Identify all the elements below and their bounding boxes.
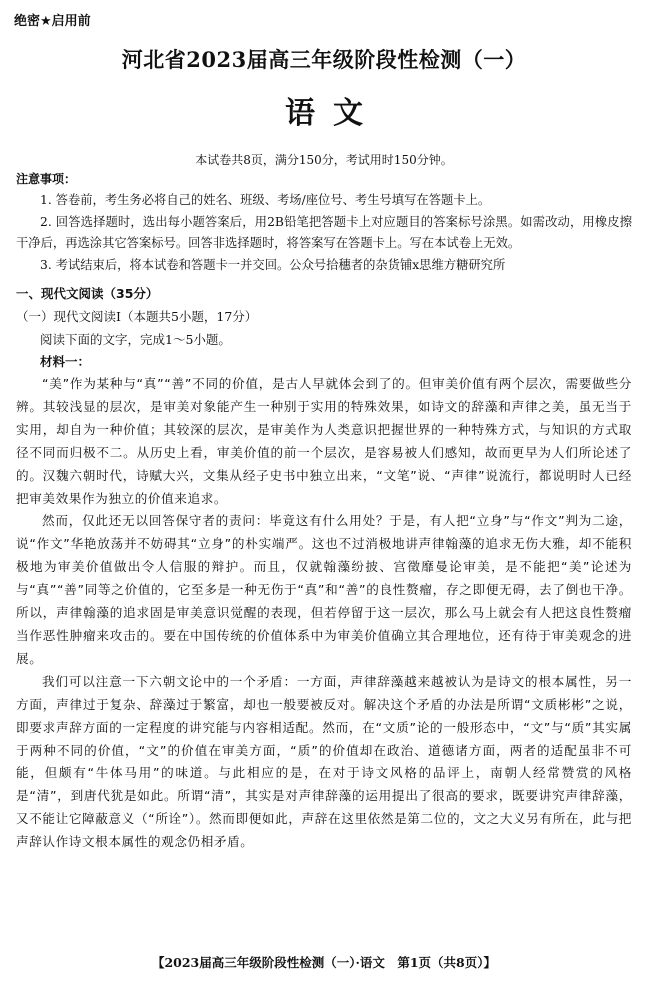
subsection-heading: （一）现代文阅读Ⅰ（本题共5小题，17分） [16,309,258,324]
note-item: 2. 回答选择题时，选出每小题答案后，用2B铅笔把答题卡上对应题目的答案标号涂黑。如需改动，用橡皮擦干净后，再选涂其它答案标号。回答非选择题时，将答案写在答题卡上。写在本试卷上无效。 [16,214,632,250]
material-label: 材料一： [40,354,91,369]
page-footer: 【2023届高三年级阶段性检测（一）·语文 第1页（共8页）】 [151,955,497,970]
passage-paragraph: 我们可以注意一下六朝文论中的一个矛盾：一方面，声律辞藻越来越被认为是诗文的根本属性，另一方面，声律过于复杂、辞藻过于繁富，却也一般要被反对。解决这个矛盾的办法是所谓“文质彬彬”之说，即要求声辞方面的一定程度的讲究能与内容相适配。然而，在“文质”论的一般形态中，“文”与“质”其实属于两种不同的价值，“文”的价值在审美方面，“质”的价值却在政治、道德诸方面，两者的适配虽非不可能，但颇有“牛体马用”的味道。与此相应的是，在对于诗文风格的品评上，南朝人经常赞赏的风格是“清”，到唐代犹是如此。所谓“清”，其实是对声律辞藻的运用提出了很高的要求，既要讲究声律辞藻，又不能让它障蔽意义（“所诠”）。然而即便如此，声辞在这里依然是第二位的，文之大义另有所在，此与把声辞认作诗文根本属性的观念仍相矛盾。 [16,673,632,850]
passage-paragraph: 然而，仅此还无以回答保守者的责问：毕竟这有什么用处？于是，有人把“立身”与“作文”判为二途，说“作文”华艳放荡并不妨碍其“立身”的朴实端严。这也不过消极地讲声律翰藻的追求无伤大雅，却不能积极地为审美价值做出令人信服的辩护。而且，仅就翰藻纷披、宫徵靡曼论审美，是不能把“美”论述为与“真”“善”同等之价值的，它至多是一种无伤于“真”和“善”的良性赘瘤，存之即便无碍，去了倒也干净。所以，声律翰藻的追求固是审美意识觉醒的表现，但若停留于这一层次，那么马上就会有人把这良性赘瘤当作恶性肿瘤来攻击的。要在中国传统的价值体系中为审美价值确立其合理地位，还有待于审美观念的进展。 [16,513,632,666]
notes-list [16,190,632,276]
reading-passage [16,373,632,854]
exam-info: 本试卷共8页，满分150分，考试用时150分钟。 [195,153,453,167]
exam-title: 河北省2023届高三年级阶段性检测（一） [121,47,527,72]
section-heading: 一、现代文阅读（35分） [16,286,159,301]
confidential-label: 绝密★启用前 [14,14,91,29]
subject-title: 语文 [285,96,381,131]
note-item: 3. 考试结束后，将本试卷和答题卡一并交回。公众号拾穗者的杂货铺x思维方糖研究所 [40,257,506,272]
notes-heading: 注意事项： [16,172,77,186]
reading-instruction: 阅读下面的文字，完成1～5小题。 [40,332,231,347]
note-item: 1. 答卷前，考生务必将自己的姓名、班级、考场/座位号、考生号填写在答题卡上。 [40,193,491,207]
passage-paragraph: “美”作为某种与“真”“善”不同的价值，是古人早就体会到了的。但审美价值有两个层次，需要做些分辨。其较浅显的层次，是审美对象能产生一种别于实用的特殊效果，如诗文的辞藻和声律之美，虽无当于实用，却自为一种价值；其较深的层次，是审美作为人类意识把握世界的一种特殊方式，与知识的方式取径不同而归极不二。从历史上看，审美价值的前一个层次，是容易被人们感知，故而更早为人们所论述了的。汉魏六朝时代，诗赋大兴，文集从经子史书中独立出来，“文笔”说、“声律”说流行，都说明时人已经把审美效果作为独立的价值来追求。 [16,376,632,506]
